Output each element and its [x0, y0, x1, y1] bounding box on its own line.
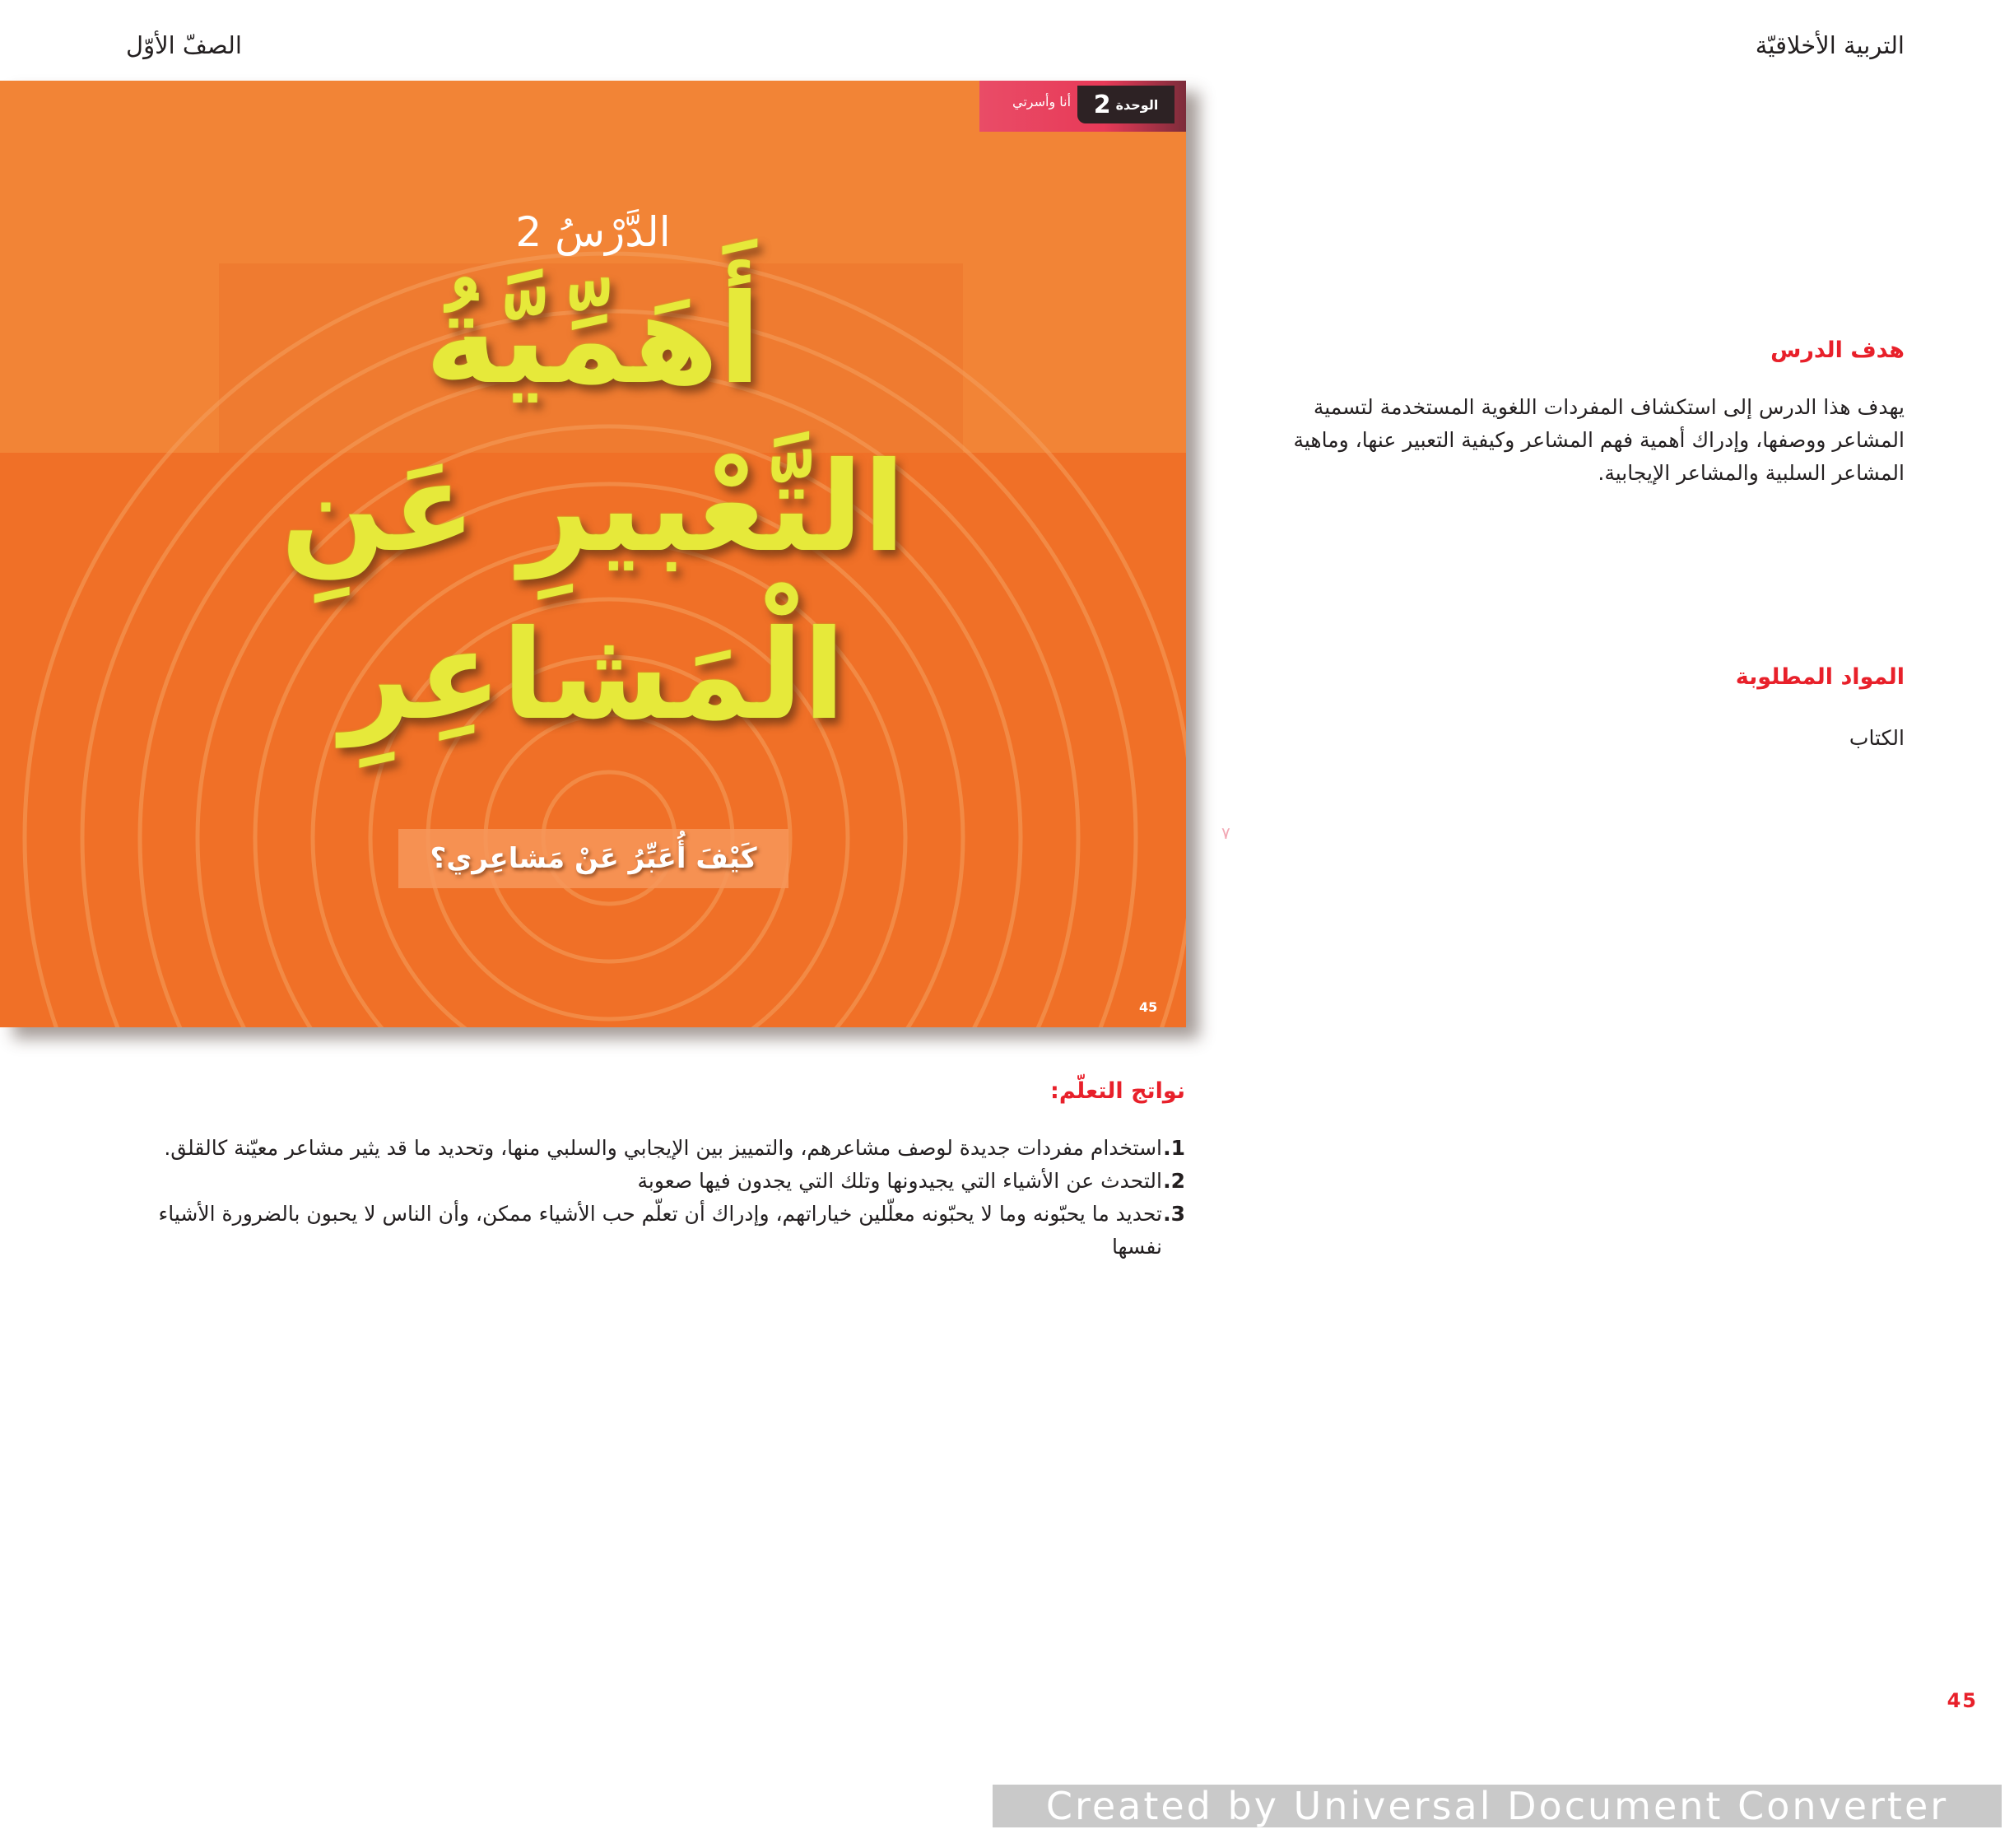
unit-badge	[1077, 86, 1174, 123]
grade-header: الصفّ الأوّل	[126, 31, 242, 59]
cover-page-number: 45	[1139, 999, 1158, 1015]
materials-heading: المواد المطلوبة	[1735, 664, 1905, 690]
materials-text: الكتاب	[1849, 726, 1905, 750]
lesson-goal-heading: هدف الدرس	[1770, 337, 1905, 363]
unit-name: أنا وأسرتي	[1012, 94, 1072, 109]
outcome-text: استخدام مفردات جديدة لوصف مشاعرهم، والتمييز بين الإيجابي والسلبي منها، وتحديد ما قد يثير مشاعر معيّنة كالقلق.	[164, 1136, 1162, 1160]
outcome-item	[156, 1165, 1185, 1198]
lesson-question: كَيْفَ أُعَبِّرُ عَنْ مَشاعِري؟	[398, 829, 788, 888]
learning-outcomes-list	[156, 1132, 1185, 1264]
subject-header: التربية الأخلاقيّة	[1755, 31, 1905, 59]
outcome-item	[156, 1198, 1185, 1264]
lesson-goal-text: يهدف هذا الدرس إلى استكشاف المفردات اللغوية المستخدمة لتسمية المشاعر ووصفها، وإدراك أهمية فهم المشاعر وكيفية التعبير عنها، وماهية المشاعر السلبية والمشاعر الإيجابية.	[1293, 395, 1905, 485]
lesson-title-line-2: التَّعْبيرِ عَنِ	[280, 436, 906, 580]
outcome-text: تحديد ما يحبّونه وما لا يحبّونه معلّلين خياراتهم، وإدراك أن تعلّم حب الأشياء ممكن، وأن الناس لا يحبون بالضرورة الأشياء نفسها	[158, 1202, 1162, 1259]
lesson-label: الدَّرْسُ 2	[515, 208, 671, 256]
page-number: 45	[1947, 1689, 1978, 1712]
outcome-number: 3.	[1163, 1202, 1185, 1226]
learning-outcomes-heading: نواتج التعلّم:	[1050, 1078, 1185, 1104]
outcome-number: 1.	[1163, 1136, 1185, 1160]
lesson-title-line-3: الْمَشاعِرِ	[340, 604, 846, 747]
unit-word: الوحدة	[1115, 96, 1159, 113]
watermark-banner: Created by Universal Document Converter	[993, 1785, 2002, 1827]
lesson-title-line-1: أَهَمِّيَّةُ	[425, 268, 761, 412]
stray-mark: ٧	[1221, 823, 1230, 843]
outcome-item	[156, 1132, 1185, 1165]
outcome-number: 2.	[1163, 1169, 1185, 1193]
lesson-cover-image	[0, 81, 1186, 1027]
unit-tag	[979, 81, 1186, 132]
outcome-text: التحدث عن الأشياء التي يجيدونها وتلك التي يجدون فيها صعوبة	[637, 1169, 1162, 1193]
unit-number: 2	[1093, 90, 1111, 119]
